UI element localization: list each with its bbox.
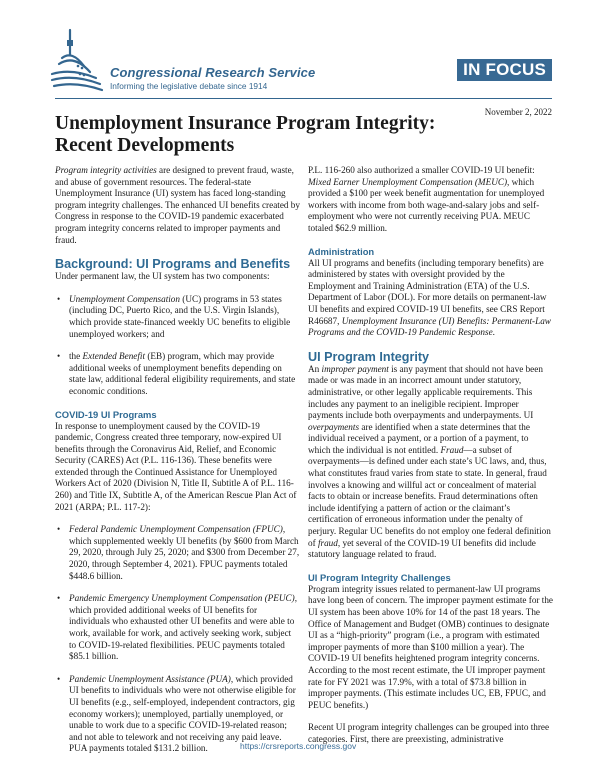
capitol-dome-icon [50, 28, 105, 92]
brand-name: Congressional Research Service [110, 65, 316, 80]
in-focus-badge: IN FOCUS [457, 59, 552, 81]
header-divider [55, 98, 552, 99]
background-lead: Under permanent law, the UI system has two components: [55, 271, 270, 282]
list-item [55, 593, 300, 663]
covid-paragraph: In response to unemployment caused by the COVID-19 pandemic, Congress created three temporary, now-expired UI benefits through the Coronavirus Aid, Relief, and Economic Security (CARES) Act (P.L. 116-136). These benefits were extended through the Continued Assistance for Unemployed Workers Act of 2020 (Division N, Title II, Subtitle A of P.L. 116-260) and Title IX, Subtitle A, of the American Rescue Plan Act of 2021 (ARPA; P.L. 117-2): [55, 420, 297, 512]
page-header [50, 24, 552, 100]
intro-paragraph [55, 165, 300, 246]
integrity-text: An [308, 363, 322, 374]
challenges-heading: UI Program Integrity Challenges [308, 571, 451, 583]
list-item [55, 351, 300, 397]
term-emphasis: Fraud [440, 444, 464, 455]
intro-text: are designed to prevent fraud, waste, and abuse of government resources. The federal-state Unemployment Insurance (UI) system has faced long-standing program integrity challenges. The enhanced UI benefits created by Congress in response to the COVID-19 pandemic exacerbated program integrity concerns related to improper payments and fraud. [55, 165, 300, 245]
meuc-text: , which provided a $100 per week benefit augmentation for unemployed workers with income from both wage-and-salary jobs and self-employment who were not currently receiving PUA. MEUC totaled $62.9 million. [308, 176, 545, 233]
integrity-text: is any payment that should not have been made or was made in an incorrect amount under statutory, administrative, or other legally applicable requirements. This includes any payment to an ineligible recipient. Improper payments include both overpayments and underpayments. UI [308, 363, 543, 421]
integrity-text: —a subset of overpayments—is defined under each state’s UC laws, and, thus, what constitutes fraud varies from state to state. In general, fraud involves a knowing and willful act or concealment of material facts to obtain or increase benefits. Fraud determinations often include identifying a pattern of action or the claimant’s certification of erroneous information under the penalty of perjury. Regular UC benefits do not employ one federal definition of [308, 444, 551, 548]
integrity-paragraph [308, 364, 553, 561]
admin-text: . [492, 327, 495, 338]
item-text: , which supplemented weekly UI benefits (by $600 from March 29, 2020, through July 25, 2020; and $300 from December 27, 2020, through September 4, 2021). FPUC payments totaled $448.6 billion. [69, 524, 300, 581]
item-text: , which provided UI benefits to individuals who were not otherwise eligible for UI benefits (e.g., self-employed, independent contractors, gig economy workers); unemployed, partially unemployed, or unable to work due to a specific COVID-19-related reason; and not able to telework and not receiving any paid leave. PUA payments totaled $131.2 billion. [69, 673, 296, 754]
item-text: , which provided additional weeks of UI benefits for individuals who exhausted other UI benefits and were able to work, available for work, and actively seeking work, subject to COVID-19-related flexibilities. PEUC payments totaled $85.1 billion. [69, 593, 298, 662]
term-emphasis: improper payment [321, 363, 389, 374]
term-emphasis: fraud [317, 537, 338, 548]
list-item [55, 294, 300, 340]
covid-list [55, 524, 300, 755]
admin-text: All UI programs and benefits (including temporary benefits) are administered by states with oversight provided by the Employment and Training Administration (ETA) of the U.S. Department of Labor (DOL). For more details on permanent-law UI benefits and expired COVID-19 UI benefits, see CRS Report R46687, [308, 257, 547, 326]
item-text: (UC) programs in 53 states (including DC, Puerto Rico, and the U.S. Virgin Islands), which provide state-financed weekly UC benefits to eligible unemployed workers; and [69, 293, 291, 339]
intro-emphasis: Program integrity activities [55, 165, 157, 175]
integrity-heading: UI Program Integrity [308, 349, 430, 364]
covid-heading: COVID-19 UI Programs [55, 408, 157, 420]
brand-tagline: Informing the legislative debate since 1914 [110, 81, 268, 91]
item-emphasis: Unemployment Compensation [69, 293, 180, 304]
challenges-paragraph: Program integrity issues related to permanent-law UI programs have long been of concern. The improper payment estimate for the UI system has been above 10% for 14 of the past 18 years. The Office of Management and Budget (OMB) continues to designate UI as a “high-priority” program (i.e., a program with estimated improper payments of more than $100 million a year). The COVID-19 UI benefits heightened program integrity concerns. According to the most recent estimate, the UI improper payment rate for FY 2021 was 17.9%, with a total of $73.8 billion in improper payments. (This estimate includes UC, EB, FPUC, and PEUC benefits.) [308, 583, 553, 710]
meuc-text: P.L. 116-260 also authorized a smaller COVID-19 UI benefit: [308, 165, 535, 175]
item-prefix: the [69, 351, 83, 362]
report-title-reference: Unemployment Insurance (UI) Benefits: Permanent-Law Programs and the COVID-19 Pandemic Response [308, 315, 551, 338]
term-emphasis: overpayments [308, 421, 360, 432]
item-emphasis: Pandemic Unemployment Assistance (PUA) [69, 673, 231, 684]
closing-paragraph: Recent UI program integrity challenges can be grouped into three categories. First, there are preexisting, administrative [308, 722, 550, 744]
meuc-emphasis: Mixed Earner Unemployment Compensation (MEUC) [308, 176, 508, 187]
item-emphasis: Extended Benefit [82, 351, 146, 362]
footer-url-link[interactable]: https://crsreports.congress.gov [240, 741, 357, 751]
meuc-paragraph [308, 165, 553, 235]
list-item [55, 524, 300, 582]
right-column [308, 165, 553, 757]
background-heading: Background: UI Programs and Benefits [55, 257, 291, 272]
page-title: Unemployment Insurance Program Integrity: Recent Developments [55, 113, 436, 156]
item-text: (EB) program, which may provide additional weeks of unemployment benefits depending on state law, additional federal eligibility requirements, and state economic conditions. [69, 351, 296, 396]
item-emphasis: Pandemic Emergency Unemployment Compensation (PEUC) [69, 593, 295, 604]
administration-paragraph [308, 258, 553, 339]
publication-date: November 2, 2022 [484, 107, 552, 117]
left-column [55, 165, 300, 766]
integrity-text: are identified when a state determines that the individual received a payment, or a portion of a payment, to which the individual is not entitled. [308, 421, 530, 455]
administration-heading: Administration [308, 245, 375, 257]
item-emphasis: Federal Pandemic Unemployment Compensation (FPUC) [69, 524, 283, 535]
background-list [55, 294, 300, 398]
integrity-text: , yet several of the COVID-19 UI benefits did include statutory language related to fraud. [308, 537, 536, 560]
